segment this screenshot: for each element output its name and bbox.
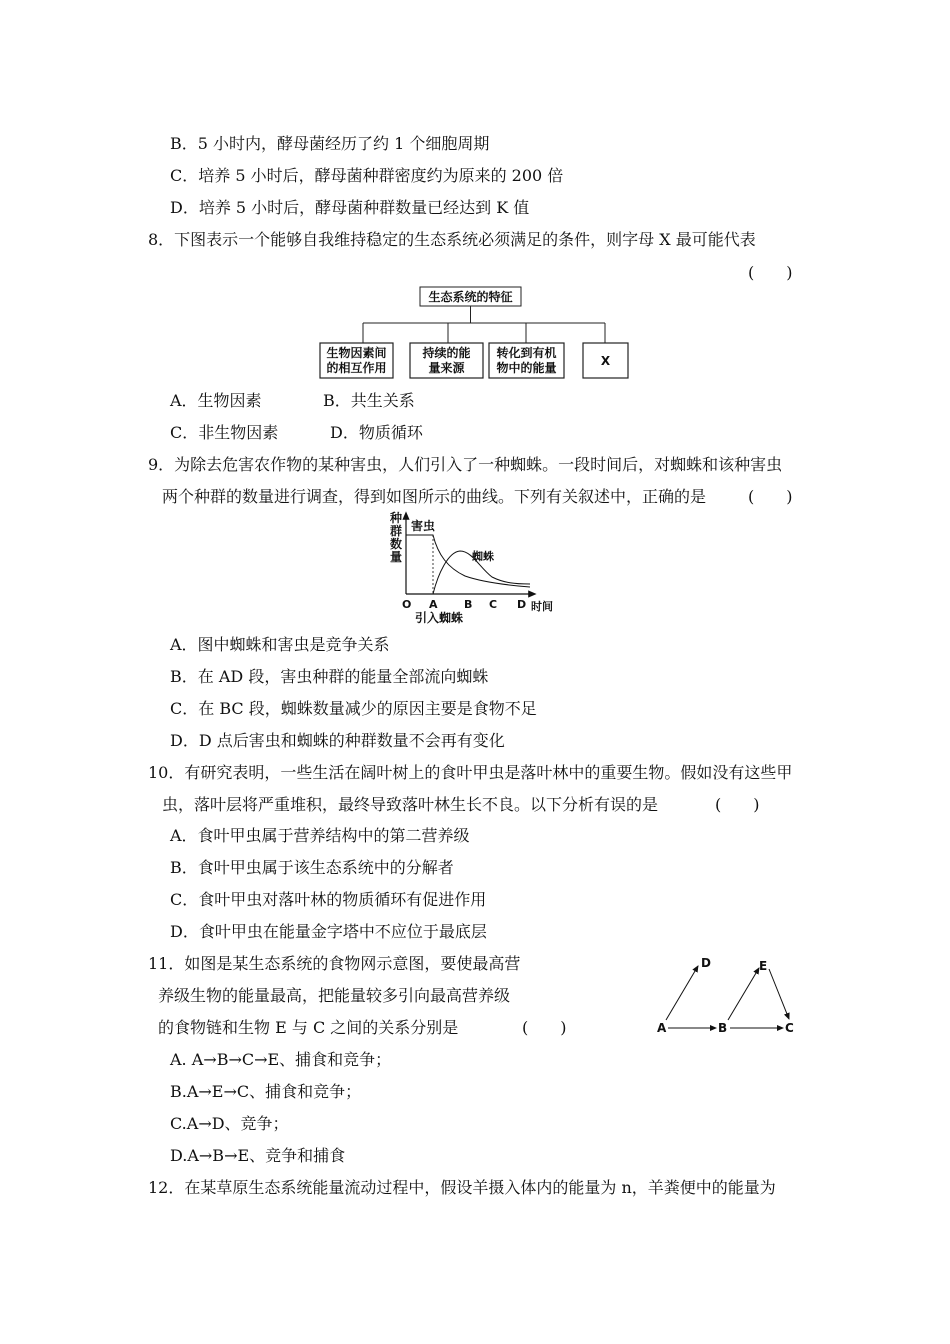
q9-pest-label: 害虫 (411, 519, 436, 533)
q9-tick-d: D (517, 598, 527, 611)
q9-ylabel-1: 种 (390, 511, 403, 525)
q9-ylabel-2: 群 (390, 524, 403, 538)
q11-option-c: C.A→D、竞争； (170, 1114, 289, 1133)
q8-option-d: D．物质循环 (330, 423, 423, 442)
q8-box3-line2: 物中的能量 (496, 361, 557, 375)
q10-answer-paren: ( ) (715, 795, 760, 814)
q9-stem-line2: 两个种群的数量进行调查，得到如图所示的曲线。下列有关叙述中，正确的是 (162, 487, 707, 506)
q9-option-c: C．在 BC 段，蜘蛛数量减少的原因主要是食物不足 (170, 699, 537, 718)
q8-box2-line2: 量来源 (428, 361, 465, 375)
q11-stem-line3: 的食物链和生物 E 与 C 之间的关系分别是 (158, 1018, 459, 1037)
q11-node-e: E (759, 959, 768, 973)
q11-node-b: B (718, 1021, 728, 1035)
q8-diagram-root: 生态系统的特征 (428, 290, 513, 304)
q9-tick-o: O (402, 598, 412, 611)
q9-tick-b: B (464, 598, 473, 611)
q7-option-c: C．培养 5 小时后，酵母菌种群密度约为原来的 200 倍 (170, 166, 564, 185)
q10-stem-line2: 虫，落叶层将严重堆积，最终导致落叶林生长不良。以下分析有误的是 (162, 795, 659, 814)
q12-stem-line1: 12．在某草原生态系统能量流动过程中，假设羊摄入体内的能量为 n，羊粪便中的能量为 (148, 1178, 776, 1197)
q8-box2-line1: 持续的能 (422, 346, 471, 360)
q8-option-a: A．生物因素 (170, 391, 262, 410)
q9-xlabel: 时间 (531, 600, 553, 613)
q10-option-b: B．食叶甲虫属于该生态系统中的分解者 (170, 858, 454, 877)
q10-stem-line1: 10．有研究表明，一些生活在阔叶树上的食叶甲虫是落叶林中的重要生物。假如没有这些甲 (148, 763, 793, 782)
q10-option-d: D．食叶甲虫在能量金字塔中不应位于最底层 (170, 922, 487, 941)
q8-stem: 8．下图表示一个能够自我维持稳定的生态系统必须满足的条件，则字母 X 最可能代表 (148, 230, 756, 249)
q8-answer-paren: ( ) (748, 263, 793, 282)
q8-option-b: B．共生关系 (323, 391, 415, 410)
q8-box4-x: X (600, 354, 611, 368)
q9-stem-line1: 9．为除去危害农作物的某种害虫，人们引入了一种蜘蛛。一段时间后，对蜘蛛和该种害虫 (148, 455, 783, 474)
q11-stem-line1: 11．如图是某生态系统的食物网示意图，要使最高营 (148, 954, 521, 973)
q11-node-c: C (785, 1021, 794, 1035)
q11-option-d: D.A→B→E、竞争和捕食 (170, 1146, 346, 1165)
q9-spider-label: 蜘蛛 (472, 550, 494, 563)
q11-answer-paren: ( ) (522, 1018, 567, 1037)
q9-answer-paren: ( ) (748, 487, 793, 506)
q11-node-d: D (701, 956, 711, 970)
q11-stem-line2: 养级生物的能量最高，把能量较多引向最高营养级 (158, 986, 511, 1005)
q11-option-b: B.A→E→C、捕食和竞争； (170, 1082, 362, 1101)
q10-option-a: A．食叶甲虫属于营养结构中的第二营养级 (170, 826, 470, 845)
q9-intro-label: 引入蜘蛛 (415, 611, 464, 625)
q9-option-a: A．图中蜘蛛和害虫是竞争关系 (170, 635, 390, 654)
q7-option-b: B．5 小时内，酵母菌经历了约 1 个细胞周期 (170, 134, 490, 153)
q9-tick-c: C (489, 598, 498, 611)
q7-option-d: D．培养 5 小时后，酵母菌种群数量已经达到 K 值 (170, 198, 530, 217)
q8-box1-line2: 的相互作用 (326, 361, 387, 375)
q9-tick-a: A (429, 598, 438, 611)
q11-node-a: A (657, 1021, 667, 1035)
q9-option-b: B．在 AD 段，害虫种群的能量全部流向蜘蛛 (170, 667, 489, 686)
q9-option-d: D．D 点后害虫和蜘蛛的种群数量不会再有变化 (170, 731, 505, 750)
q10-option-c: C．食叶甲虫对落叶林的物质循环有促进作用 (170, 890, 487, 909)
q9-ylabel-3: 数 (390, 537, 403, 551)
q8-option-c: C．非生物因素 (170, 423, 279, 442)
q11-option-a: A. A→B→C→E、捕食和竞争； (170, 1050, 392, 1069)
q8-box3-line1: 转化到有机 (496, 346, 557, 360)
q9-ylabel-4: 量 (390, 550, 403, 564)
q8-box1-line1: 生物因素间 (326, 346, 387, 360)
